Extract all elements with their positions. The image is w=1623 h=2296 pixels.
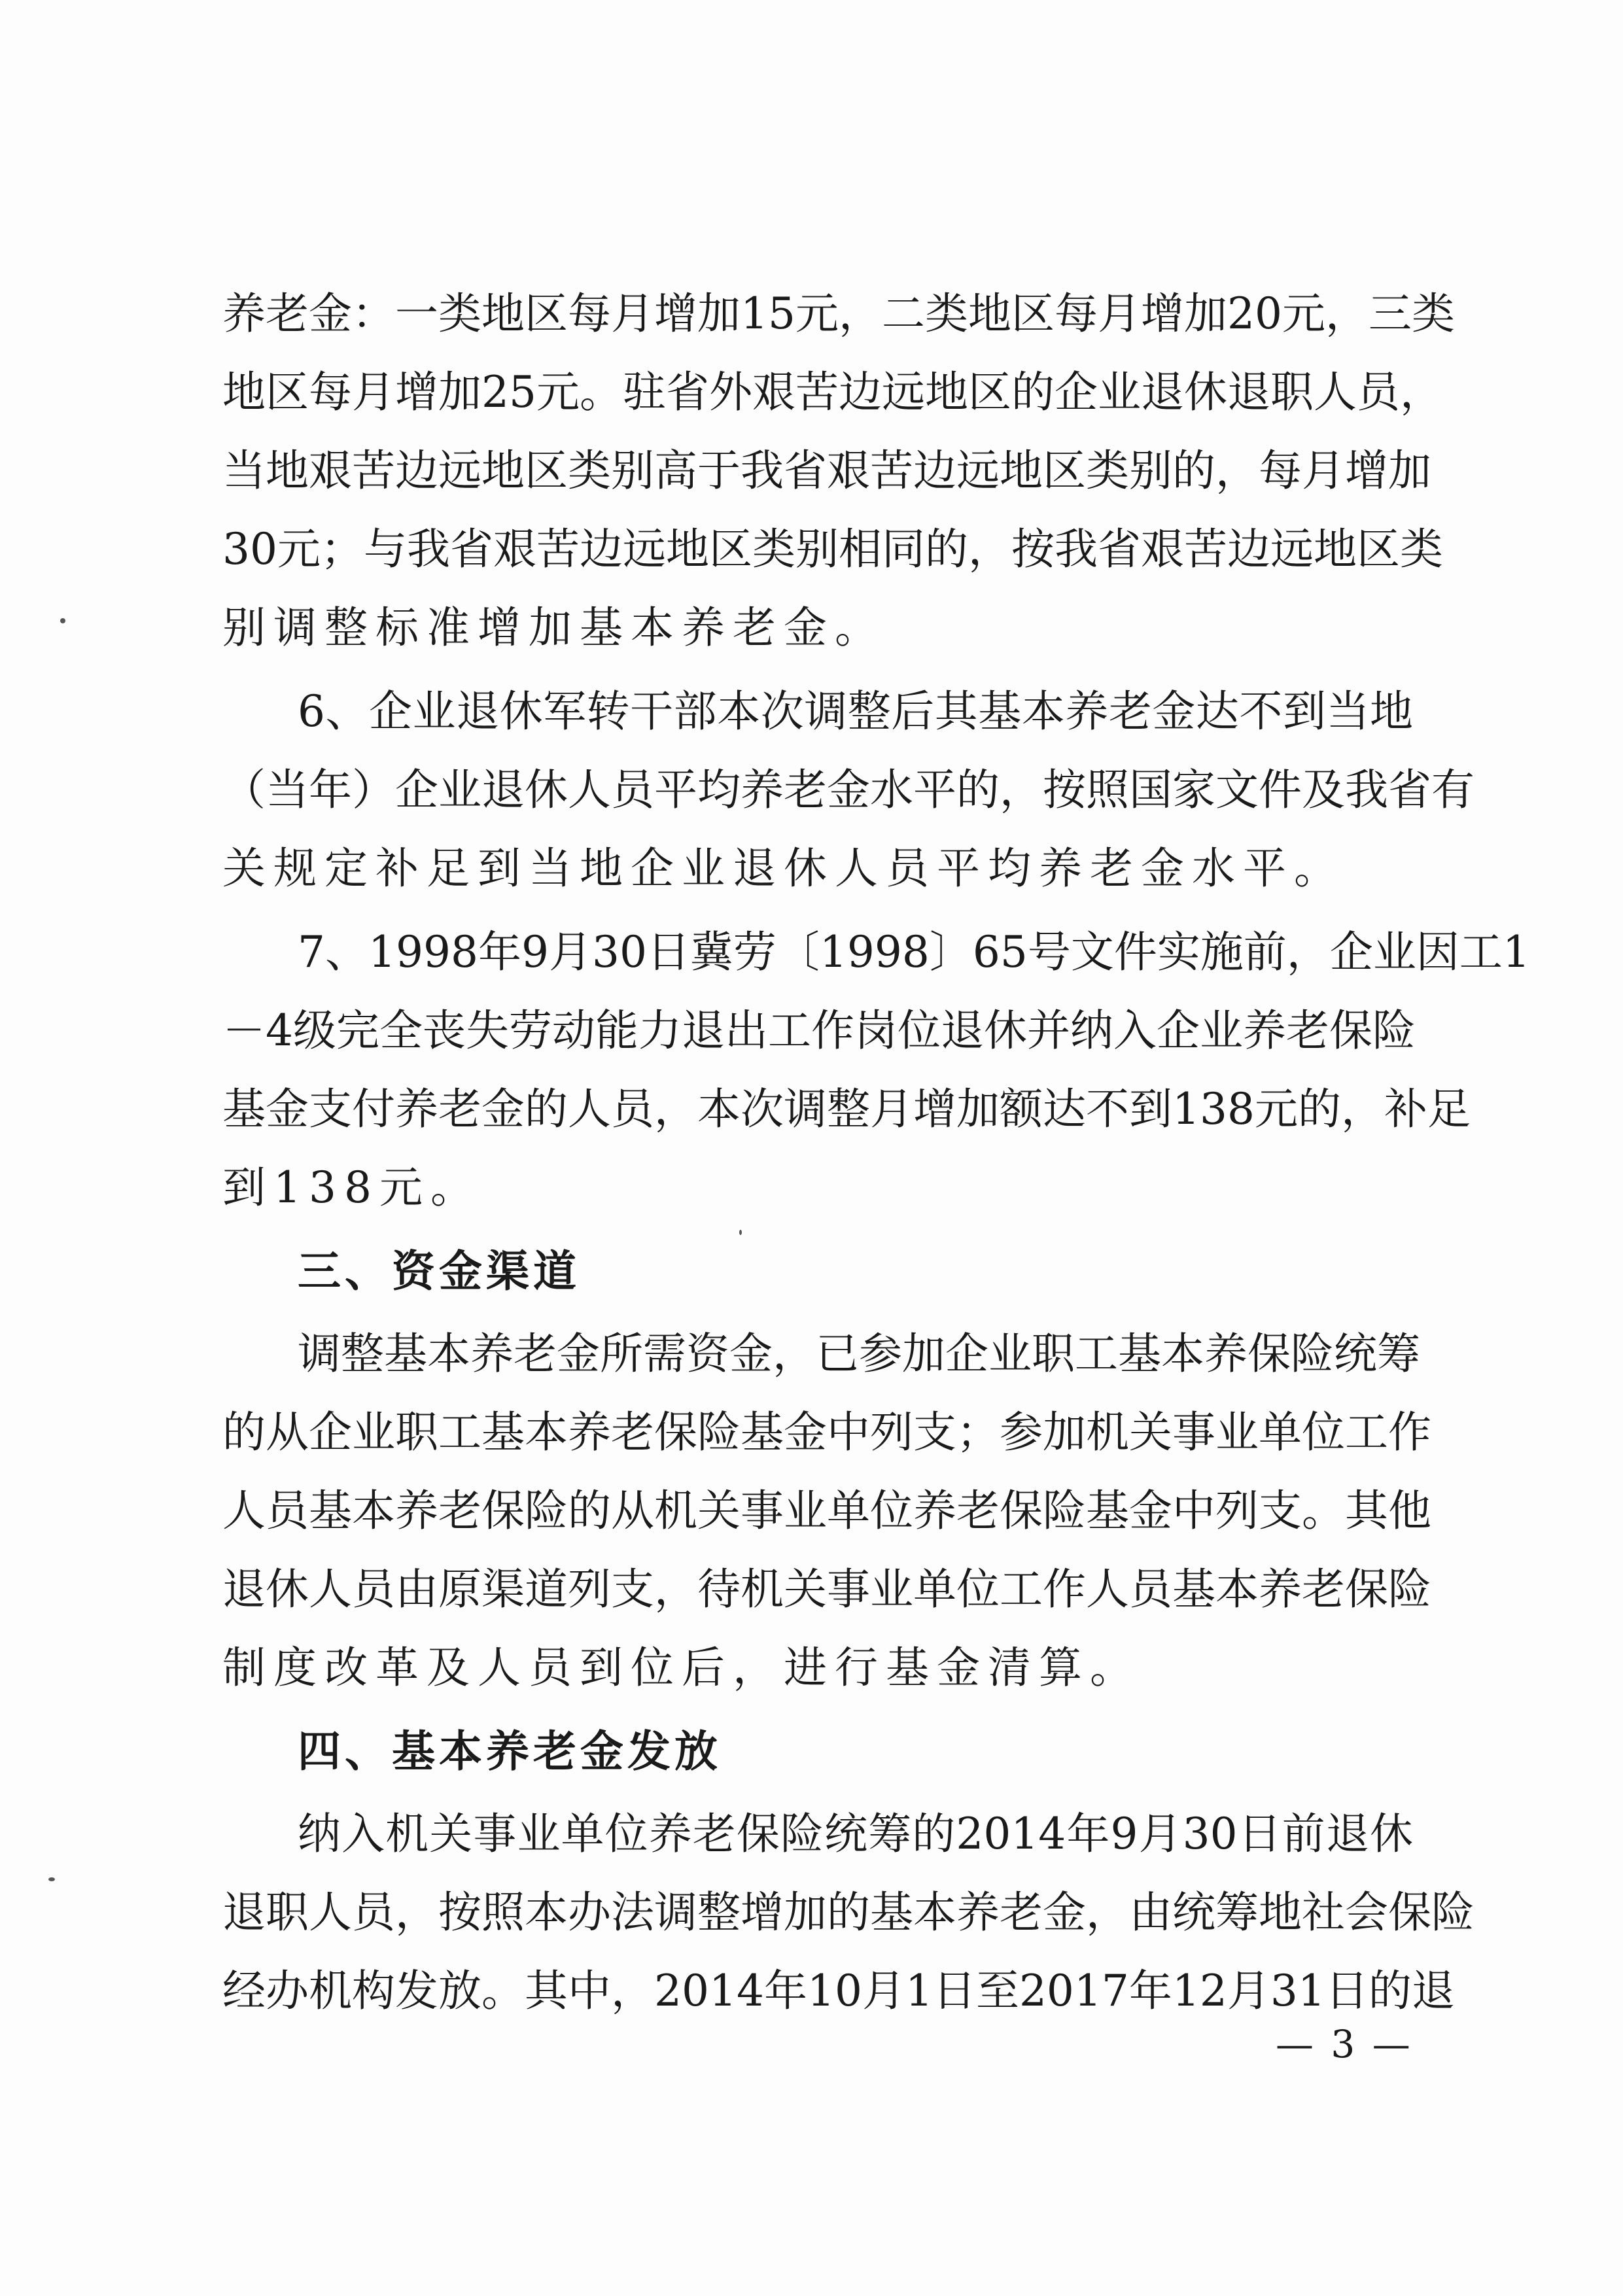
paragraph-5-line-1: 调整基本养老金所需资金，已参加企业职工基本养保险统筹 [298, 1329, 1420, 1379]
paragraph-1-line-5: 别调整标准增加基本养老金。 [222, 602, 886, 653]
paragraph-1-line-1: 养老金：一类地区每月增加15元，二类地区每月增加20元，三类 [222, 288, 1455, 339]
paragraph-3-line-3: 基金支付养老金的人员，本次调整月增加额达不到138元的，补足 [222, 1084, 1471, 1134]
scan-speck [739, 1230, 742, 1235]
paragraph-3-line-4: 到138元。 [222, 1162, 481, 1213]
paragraph-3-line-1: 7、1998年9月30日冀劳〔1998〕65号文件实施前，企业因工1 [298, 927, 1530, 977]
paragraph-2-line-3: 关规定补足到当地企业退休人员平均养老金水平。 [222, 843, 1345, 894]
paragraph-1-line-4: 30元；与我省艰苦边远地区类别相同的，按我省艰苦边远地区类 [222, 524, 1443, 574]
paragraph-5-line-5: 制度改革及人员到位后，进行基金清算。 [222, 1643, 1141, 1693]
paragraph-3-line-2: －4级完全丧失劳动能力退出工作岗位退休并纳入企业养老保险 [222, 1005, 1416, 1056]
paragraph-2-line-2: （当年）企业退休人员平均养老金水平的，按照国家文件及我省有 [222, 765, 1475, 815]
paragraph-7-line-1: 纳入机关事业单位养老保险统筹的2014年9月30日前退休 [298, 1809, 1413, 1859]
paragraph-2-line-1: 6、企业退休军转干部本次调整后其基本养老金达不到当地 [298, 686, 1413, 737]
page-number: — 3 — [1276, 2022, 1413, 2066]
scan-speck [48, 1877, 55, 1881]
paragraph-5-line-2: 的从企业职工基本养老保险基金中列支；参加机关事业单位工作 [222, 1407, 1431, 1457]
paragraph-1-line-3: 当地艰苦边远地区类别高于我省艰苦边远地区类别的，每月增加 [222, 445, 1431, 496]
section-heading-distribution: 四、基本养老金发放 [298, 1726, 722, 1777]
paragraph-7-line-2: 退职人员，按照本办法调整增加的基本养老金，由统筹地社会保险 [222, 1887, 1475, 1938]
paragraph-1-line-2: 地区每月增加25元。驻省外艰苦边远地区的企业退休退职人员， [222, 367, 1443, 417]
paragraph-5-line-3: 人员基本养老保险的从机关事业单位养老保险基金中列支。其他 [222, 1486, 1431, 1536]
scan-speck [60, 618, 65, 623]
paragraph-7-line-3: 经办机构发放。其中，2014年10月1日至2017年12月31日的退 [222, 1966, 1455, 2016]
section-heading-funding: 三、资金渠道 [298, 1246, 580, 1296]
paragraph-5-line-4: 退休人员由原渠道列支，待机关事业单位工作人员基本养老保险 [222, 1564, 1431, 1614]
